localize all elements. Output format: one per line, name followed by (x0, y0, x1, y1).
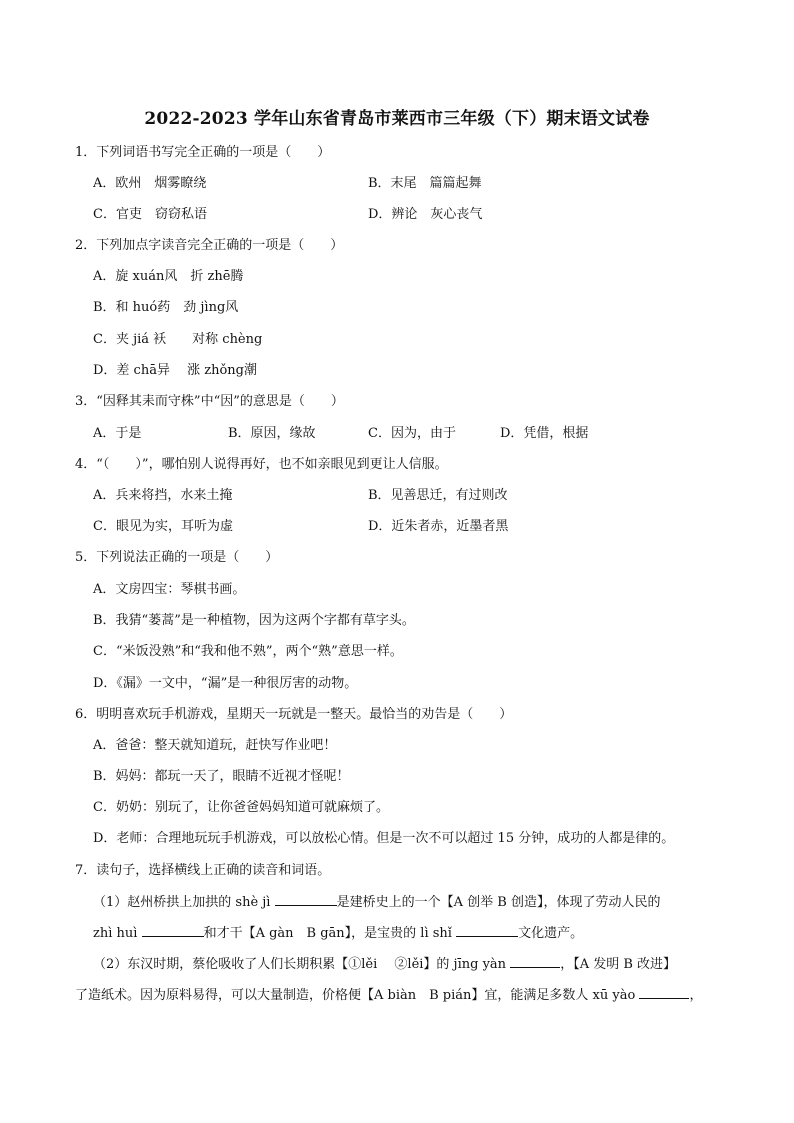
answer-blank[interactable] (510, 955, 560, 968)
answer-blank[interactable] (142, 924, 204, 937)
option: D．老师：合理地玩玩手机游戏，可以放松心情。但是一次不可以超过 15 分钟，成功的人都是律的。 (93, 831, 675, 846)
option: C．官吏 窃窃私语 (93, 207, 207, 222)
question-stem: 1．下列词语书写完全正确的一项是（ ） (75, 145, 331, 160)
option: B．和 huó药 劲 jìng风 (93, 300, 239, 315)
option: C．奶奶：别玩了，让你爸爸妈妈知道可就麻烦了。 (93, 800, 389, 815)
question-stem: 2．下列加点字读音完全正确的一项是（ ） (75, 238, 344, 253)
question-stem: 5．下列说法正确的一项是（ ） (75, 550, 279, 565)
option: B．妈妈：都玩一天了，眼睛不近视才怪呢！ (93, 769, 350, 784)
q7-text: 是建桥史上的一个【A 创举 B 创造】，体现了劳动人民的 (336, 895, 661, 910)
q7-sentence-2-line-2 (75, 986, 702, 1005)
option: C．“米饭没熟”和“我和他不熟”，两个“熟”意思一样。 (93, 644, 403, 659)
option: D．差 chā异 涨 zhǒng潮 (93, 363, 257, 378)
option: C．因为，由于 (368, 426, 456, 441)
q7-text: ，【A 发明 B 改进】 (560, 957, 677, 972)
page-title: 2022-2023 学年山东省青岛市莱西市三年级（下）期末语文试卷 (144, 109, 650, 129)
q7-text: 文化遗产。 (518, 926, 584, 941)
q7-sentence-1-line-1 (93, 893, 660, 912)
option: C．眼见为实，耳听为虚 (93, 519, 233, 534)
answer-blank[interactable] (456, 924, 518, 937)
option: A．兵来将挡，水来土掩 (93, 488, 233, 503)
option: D．《漏》一文中，“漏”是一种很厉害的动物。 (93, 676, 358, 691)
option: A．欧州 烟雾瞭绕 (93, 176, 207, 191)
answer-blank[interactable] (275, 893, 337, 906)
option: D．凭借，根据 (500, 426, 589, 441)
option: D．辨论 灰心丧气 (368, 207, 483, 222)
option: A．爸爸：整天就知道玩，赶快写作业吧！ (93, 738, 337, 753)
option: B．见善思迁，有过则改 (368, 488, 508, 503)
question-stem: 4．“（ ）”，哪怕别人说得再好，也不如亲眼见到更让人信服。 (75, 457, 448, 472)
option: B．原因，缘故 (228, 426, 316, 441)
option: A．于是 (93, 426, 142, 441)
question-stem: 6．明明喜欢玩手机游戏，星期天一玩就是一整天。最恰当的劝告是（ ） (75, 707, 513, 722)
q7-text: ， (689, 988, 703, 1003)
q7-text: zhì huì (93, 926, 138, 941)
option: B．我猜“蒌蒿”是一种植物，因为这两个字都有草字头。 (93, 613, 415, 628)
q7-sentence-1-line-2 (93, 924, 583, 943)
option: B．末尾 篇篇起舞 (368, 176, 482, 191)
q7-text: （1）赵州桥拱上加拱的 shè jì (93, 895, 271, 910)
q7-sentence-2-line-1 (93, 955, 676, 974)
option: A．旋 xuán风 折 zhē腾 (93, 269, 244, 284)
q7-text: （2）东汉时期，蔡伦吸收了人们长期积累【①lěi ②lěi】的 jīng yàn (93, 957, 507, 972)
question-stem: 3．“因释其耒而守株”中“因”的意思是（ ） (75, 394, 344, 409)
q7-text: 和才干【A gàn B gān】，是宝贵的 lì shǐ (203, 926, 452, 941)
option: D．近朱者赤，近墨者黑 (368, 519, 509, 534)
answer-blank[interactable] (639, 986, 689, 999)
question-stem: 7．读句子，选择横线上正确的读音和词语。 (75, 863, 331, 878)
option: A．文房四宝：琴棋书画。 (93, 582, 246, 597)
q7-text: 了造纸术。因为原料易得，可以大量制造，价格便【A biàn B pián】宜，能满足多数人 xū yào (75, 988, 636, 1003)
option: C．夹 jiá 袄 对称 chèng (93, 332, 263, 347)
